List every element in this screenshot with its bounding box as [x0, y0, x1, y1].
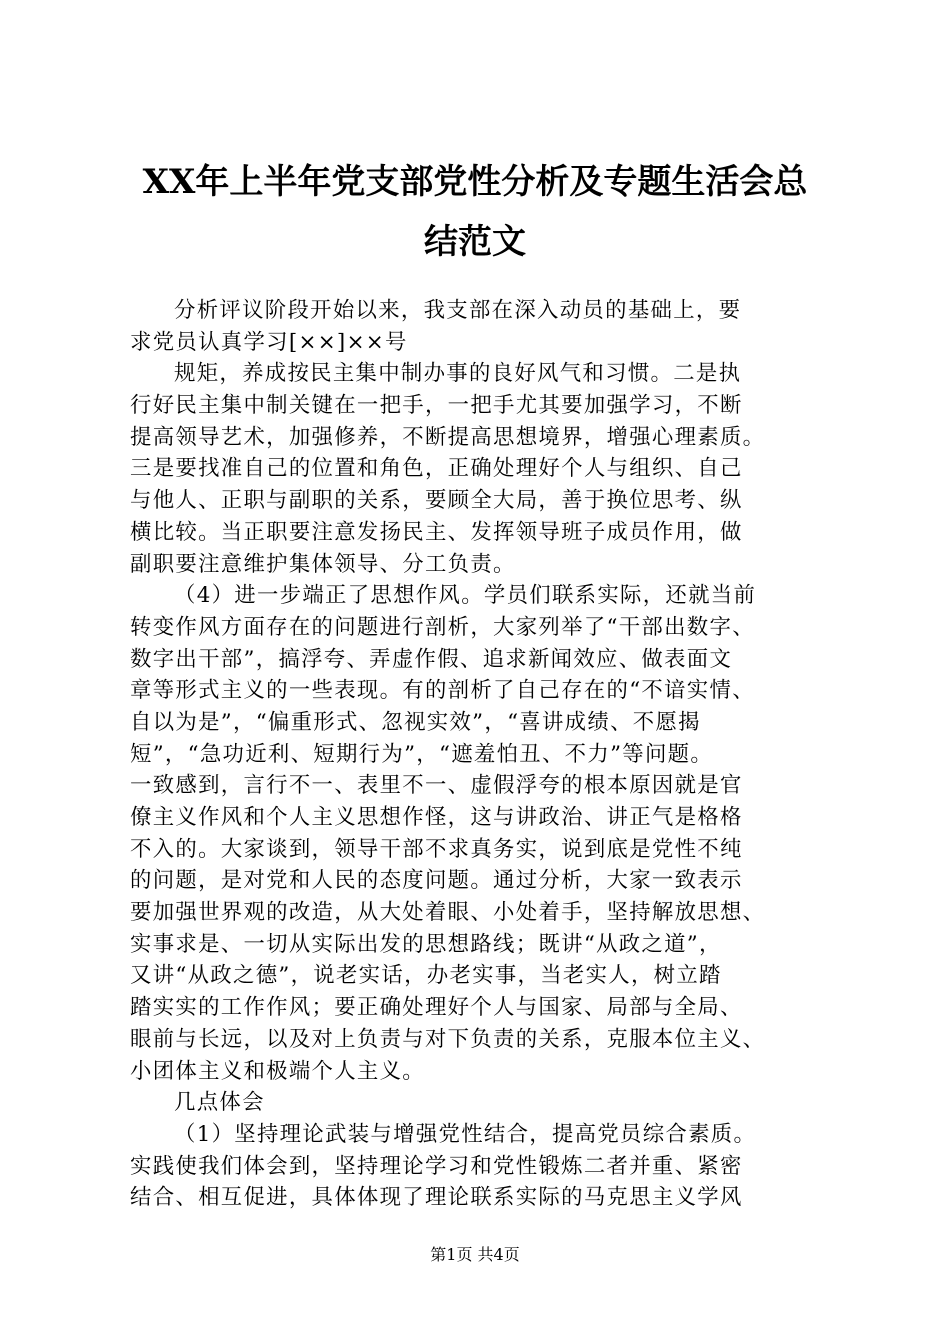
- document-title-line-1: XX年上半年党支部党性分析及专题生活会总: [142, 162, 808, 202]
- body-line: 僚主义作风和个人主义思想作怪，这与讲政治、讲正气是格格: [130, 805, 743, 830]
- body-line: 小团体主义和极端个人主义。: [130, 1058, 425, 1084]
- document-title-line-2: 结范文: [424, 222, 526, 262]
- body-line: 转变作风方面存在的问题进行剖析，大家列举了“干部出数字、: [130, 614, 755, 640]
- body-line: 求党员认真学习[××]××号: [130, 329, 408, 355]
- body-line: 眼前与长远，以及对上负责与对下负责的关系，克服本位主义、: [130, 1026, 766, 1052]
- body-line: 实事求是、一切从实际出发的思想路线；既讲“从政之道”，: [130, 931, 722, 957]
- body-line: （4）进一步端正了思想作风。学员们联系实际，还就当前: [174, 583, 757, 609]
- section-heading: 几点体会: [174, 1090, 265, 1116]
- body-line: （1）坚持理论武装与增强党性结合，提高党员综合素质。: [174, 1121, 757, 1147]
- document-body: [130, 295, 850, 1214]
- body-line: 数字出干部”，搞浮夸、弄虚作假、追求新闻效应、做表面文: [130, 646, 733, 672]
- body-line: 实践使我们体会到，坚持理论学习和党性锻炼二者并重、紧密: [130, 1153, 743, 1179]
- body-line: 分析评议阶段开始以来，我支部在深入动员的基础上，要: [174, 298, 742, 323]
- body-line: 与他人、正职与副职的关系，要顾全大局，善于换位思考、纵: [130, 488, 743, 514]
- body-line: 三是要找准自己的位置和角色，正确处理好个人与组织、自己: [130, 456, 743, 482]
- body-line: 提高领导艺术，加强修养，不断提高思想境界，增强心理素质。: [130, 424, 766, 450]
- body-line: 规矩，养成按民主集中制办事的良好风气和习惯。二是执: [174, 361, 742, 387]
- body-line: 踏实实的工作作风；要正确处理好个人与国家、局部与全局、: [130, 995, 743, 1021]
- body-line: 一致感到，言行不一、表里不一、虚假浮夸的根本原因就是官: [130, 773, 743, 799]
- body-line: 不入的。大家谈到，领导干部不求真务实，说到底是党性不纯: [130, 836, 743, 862]
- body-line: 章等形式主义的一些表现。有的剖析了自己存在的“不谙实情、: [130, 678, 755, 704]
- body-line: 要加强世界观的改造，从大处着眼、小处着手，坚持解放思想、: [130, 900, 766, 926]
- body-line: 结合、相互促进，具体体现了理论联系实际的马克思主义学风: [130, 1185, 743, 1211]
- body-line: 短”，“急功近利、短期行为”，“遮羞怕丑、不力”等问题。: [130, 741, 714, 767]
- body-line: 横比较。当正职要注意发扬民主、发挥领导班子成员作用，做: [130, 519, 743, 545]
- body-line: 自以为是”，“偏重形式、忽视实效”，“喜讲成绩、不愿揭: [130, 709, 701, 735]
- body-line: 副职要注意维护集体领导、分工负责。: [130, 551, 516, 577]
- page-footer: 第1页 共4页: [430, 1245, 520, 1264]
- body-line: 的问题，是对党和人民的态度问题。通过分析，大家一致表示: [130, 868, 743, 894]
- body-line: 又讲“从政之德”，说老实话，办老实事，当老实人，树立踏: [130, 963, 722, 989]
- body-line: 行好民主集中制关键在一把手，一把手尤其要加强学习，不断: [130, 393, 743, 419]
